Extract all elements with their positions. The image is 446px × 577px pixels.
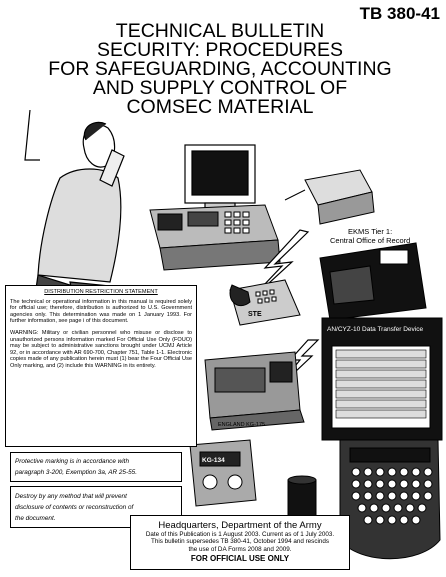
title-line-1: TECHNICAL BULLETIN <box>115 20 325 42</box>
supersedes-line: This bulletin supersedes TB 380-41, October 1994 and rescinds <box>150 538 330 546</box>
ste-label: STE <box>248 311 262 318</box>
headquarters-footer <box>130 515 350 570</box>
destroy-line-2: disclosure of contents or reconstruction of <box>15 504 134 511</box>
title-line-2: SECURITY: PROCEDURES <box>97 39 343 61</box>
fouo-marking: FOR OFFICIAL USE ONLY <box>190 554 290 564</box>
destroy-line-3: the document. <box>15 515 56 522</box>
kg-175-fill-device <box>205 352 304 430</box>
publication-date-line: Date of this Publication is 1 August 2003. Current as of 1 July 2003. <box>145 531 335 538</box>
title-line-3: FOR SAFEGUARDING, ACCOUNTING <box>48 58 392 80</box>
restriction-heading: DISTRIBUTION RESTRICTION STATEMENT <box>44 289 158 295</box>
destroy-line-1: Destroy by any method that will prevent <box>15 493 127 500</box>
marking-line-2: paragraph 3-200, Exemption 3a, AR 25-55. <box>15 469 137 476</box>
kg-134-label: KG-134 <box>202 457 225 464</box>
rescinds-line: the use of DA Forms 2008 and 2009. <box>188 545 292 553</box>
kg-175-label: ENGLAND KG-175 <box>218 422 266 428</box>
headquarters-line: Headquarters, Department of the Army <box>158 520 322 531</box>
title-line-5: COMSEC MATERIAL <box>126 96 314 118</box>
distribution-restriction-statement <box>5 285 197 447</box>
ste-phone <box>230 280 300 325</box>
printer <box>285 170 374 224</box>
title-line-4: AND SUPPLY CONTROL OF <box>92 77 348 99</box>
ekms-label-line1: EKMS Tier 1: <box>348 227 393 236</box>
protective-marking-note <box>10 452 182 482</box>
kg-134-device <box>190 440 256 506</box>
dtd-title: AN/CYZ-10 Data Transfer Device <box>327 326 424 333</box>
restriction-paragraph: The technical or operational information in this manual is required solely for official use; therefore, distribution is authorized to U.S. Government agencies only. This determination was made on 1 January 1993. For further information, see page i of this document. <box>10 298 192 325</box>
ekms-label-line2: Central Office of Record <box>330 236 411 245</box>
marking-line-1: Protective marking is in accordance with <box>15 458 130 465</box>
computer-monitor <box>185 145 255 211</box>
kov-14-card <box>320 243 426 320</box>
dtd-keypad-device <box>340 440 440 559</box>
warning-paragraph: WARNING: Military or civilian personnel who misuse or disclose to unauthorized persons information marked For Official Use Only (FOUO) may be subject to administrative sanctions brought under UCMJ Article 92, or in accordance with AR 690-700, Chapter 751, Table 1-1. Electronic copies made of any publication herein must (1) bear the Four Official Use Only marking, and (2) include this WARNING in its entirety. <box>10 329 192 369</box>
dtd-screen-panel <box>322 318 442 440</box>
kok-22-terminal <box>150 205 280 270</box>
tb-number: TB 380-41 <box>359 4 440 23</box>
